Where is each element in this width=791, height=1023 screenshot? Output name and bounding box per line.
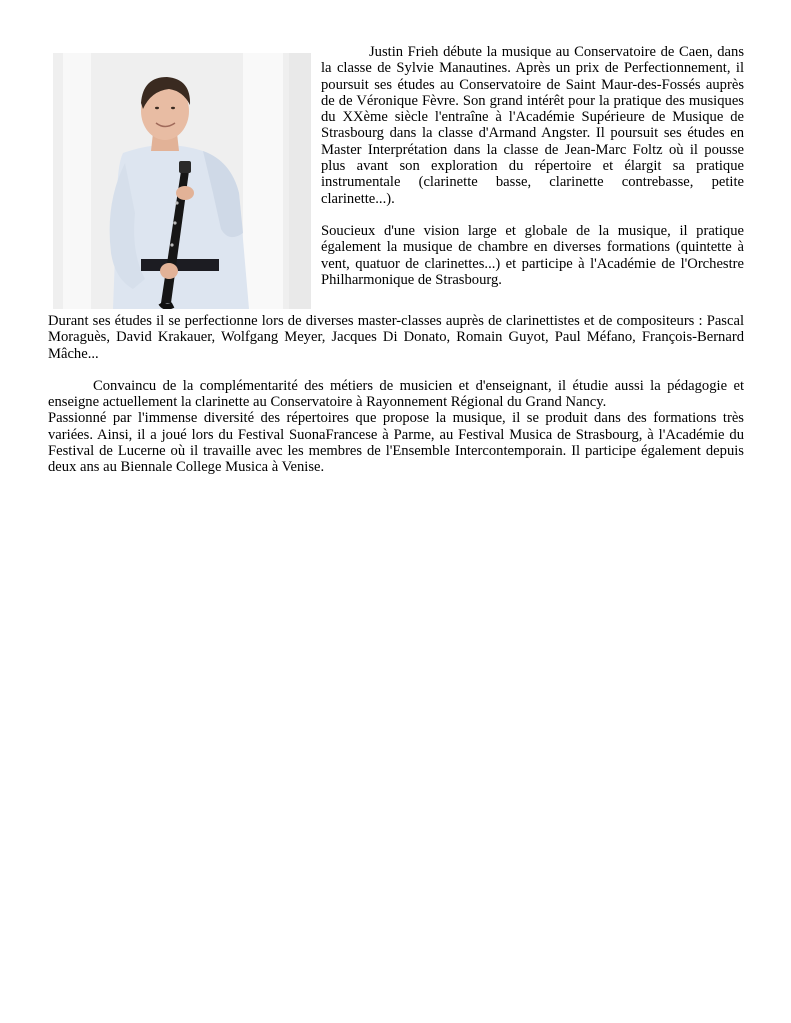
bio-paragraph-2: Soucieux d'une vision large et globale de la musique, il pratique également la musique de chambre en diverses formations (quintette à vent, quatuor de clarinettes...) et participe à l'Académie de l'Orchestre Philharmonique de Strasbourg. xyxy=(321,222,744,288)
clarinetist-portrait-icon xyxy=(53,53,311,309)
document-page xyxy=(48,44,744,476)
bio-paragraph-1: Justin Frieh débute la musique au Conservatoire de Caen, dans la classe de Sylvie Manautines. Après un prix de Perfectionnement, il poursuit ses études au Conservatoire de Saint Maur-des-Fossés auprès de de Véronique Fèvre. Son grand intérêt pour la pratique des musiques du XXème siècle l'entraîne à l'Académie Supérieure de Musique de Strasbourg dans la classe d'Armand Angster. Il poursuit ses études en Master Interprétation dans la classe de Jean-Marc Foltz où il pousse plus avant son exploration du répertoire et élargit sa pratique instrumentale (clarinette basse, clarinette contrebasse, petite clarinette...). xyxy=(321,44,744,207)
bio-paragraph-3: Durant ses études il se perfectionne lors de diverses master-classes auprès de clarinettistes et de compositeurs : Pascal Moraguès, David Krakauer, Wolfgang Meyer, Jacques Di Donato, Romain Guyot, Paul Méfano, François-Bernard Mâche... xyxy=(48,313,744,362)
bio-paragraph-4: Convaincu de la complémentarité des métiers de musicien et d'enseignant, il étudie aussi la pédagogie et enseigne actuellement la clarinette au Conservatoire à Rayonnement Régional du Grand Nancy. xyxy=(48,377,744,411)
paragraph-spacer xyxy=(48,362,744,378)
bio-paragraph-5: Passionné par l'immense diversité des répertoires que propose la musique, il se produit dans des formations très variées. Ainsi, il a joué lors du Festival SuonaFrancese à Parme, au Festival Musica de Strasbourg, à l'Académie du Festival de Lucerne où il travaille avec les membres de l'Ensemble Intercontemporain. Il participe également depuis deux ans au Biennale College Musica à Venise. xyxy=(48,410,744,476)
portrait-photo xyxy=(53,53,311,309)
